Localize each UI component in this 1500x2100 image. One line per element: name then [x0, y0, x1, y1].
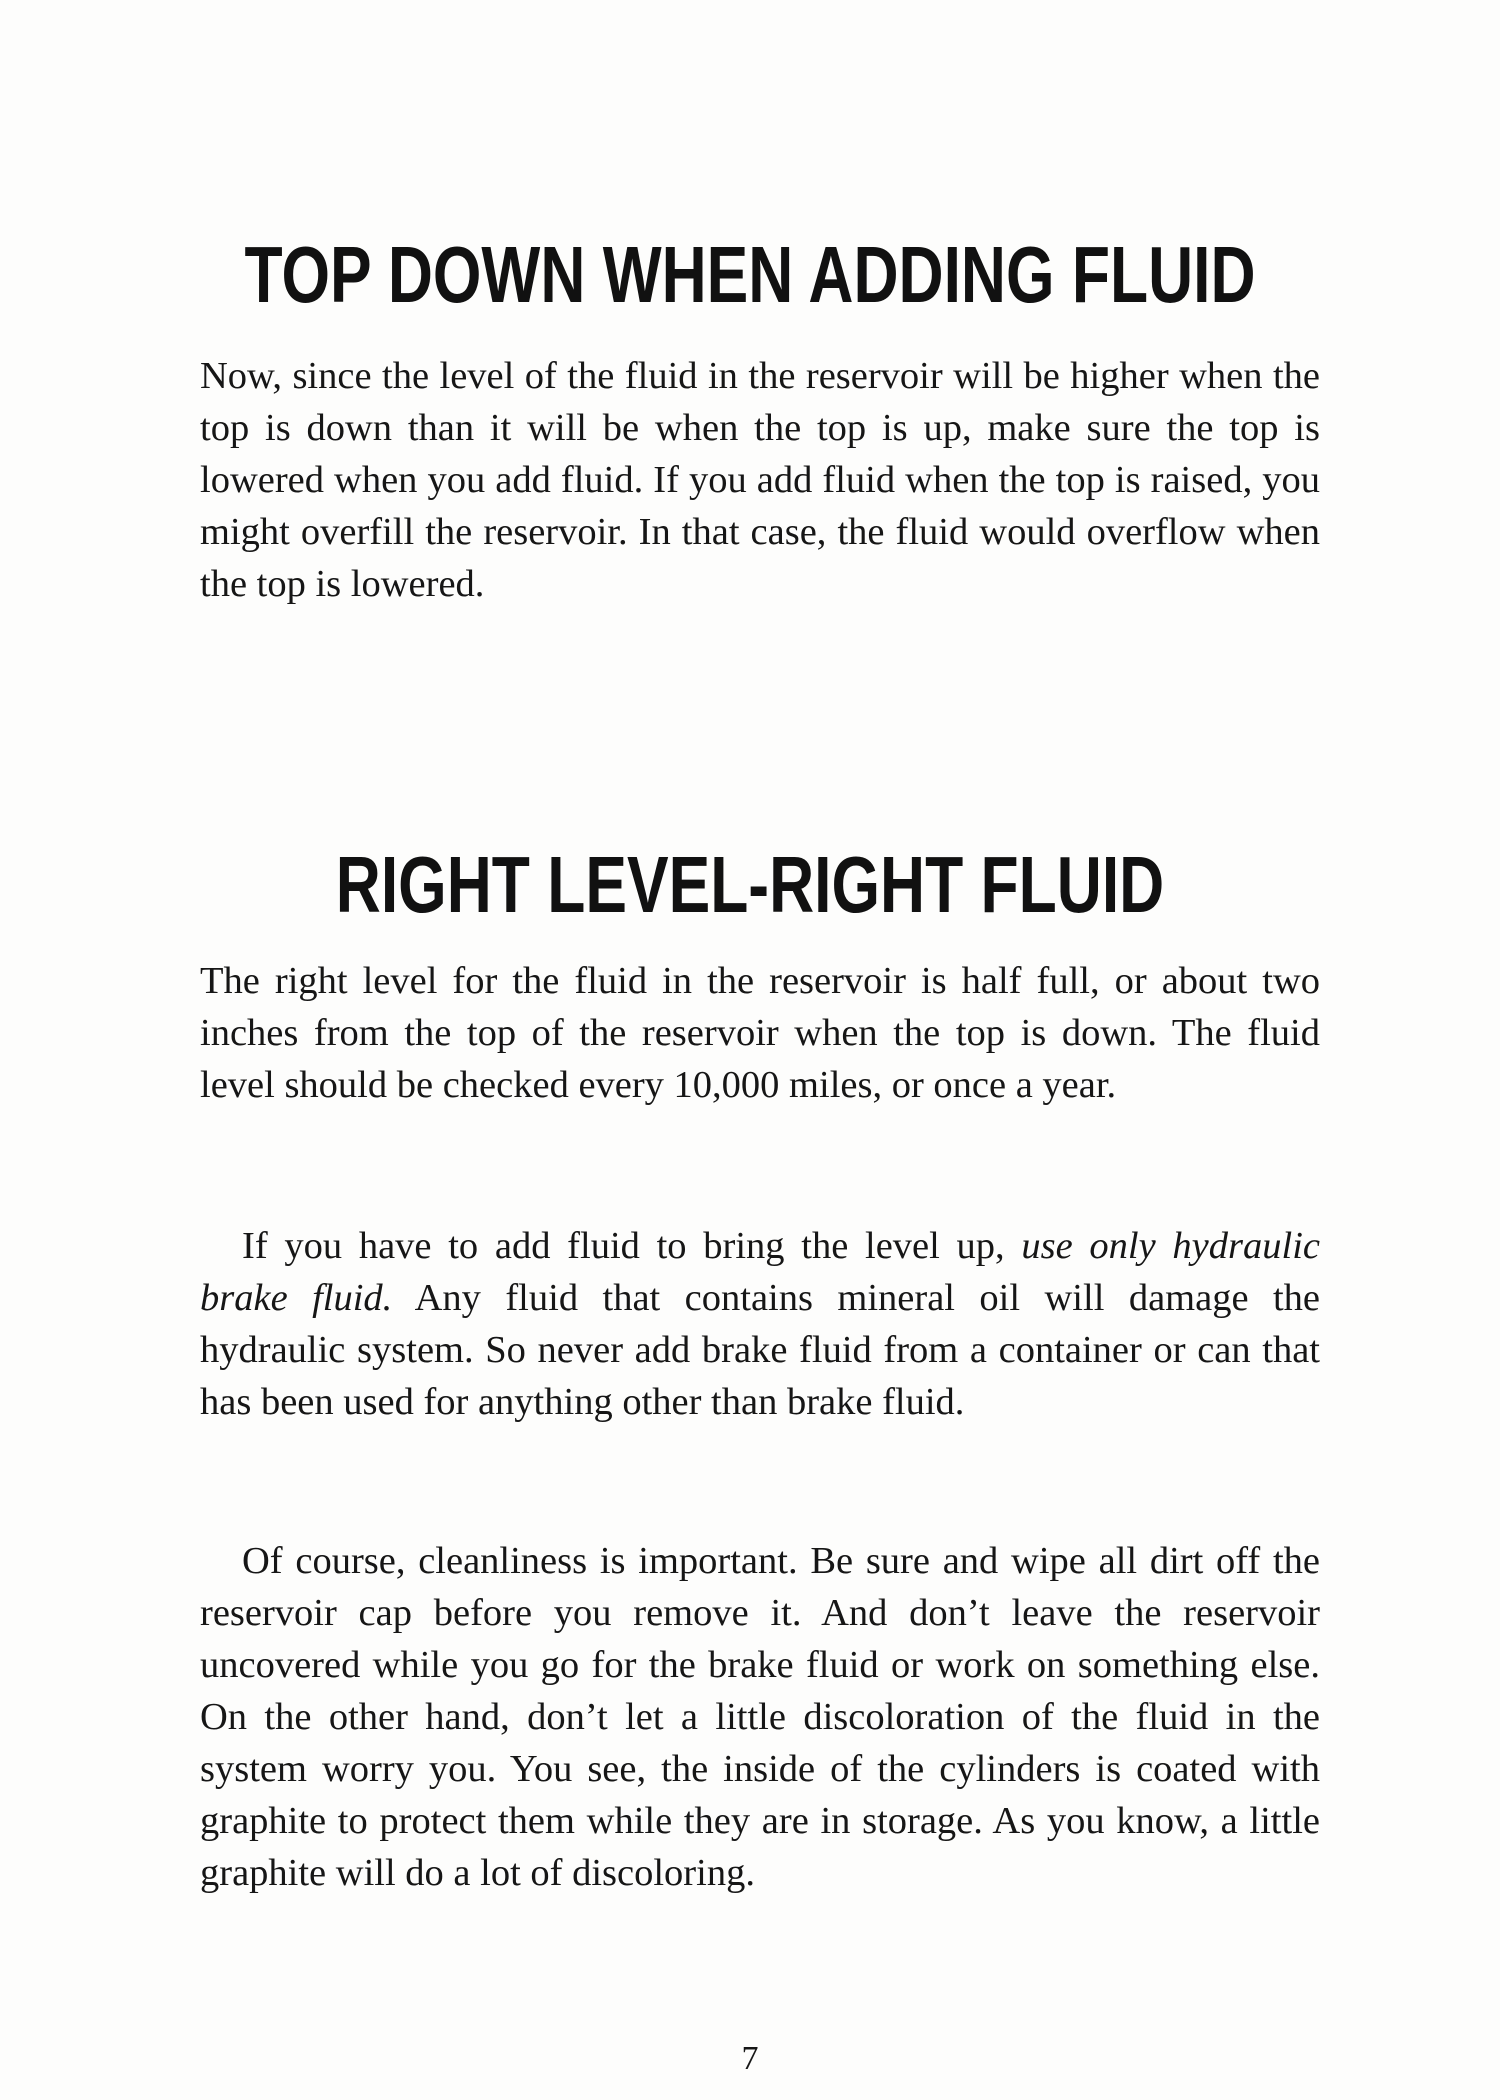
paragraph-add-fluid-start: If you have to add fluid to bring the level up,	[242, 1225, 1022, 1267]
paragraph-add-fluid-emphasis: use only hydraulic brake fluid.	[200, 1225, 1320, 1319]
paragraph-right-level: The right level for the fluid in the reservoir is half full, or about two inches from the top of the reservoir when the top is down. The fluid level should be checked every 10,000 miles, or once a year.	[200, 960, 1320, 1106]
section-heading-right-level: RIGHT LEVEL-RIGHT FLUID	[335, 840, 1165, 929]
paragraph-top-down: Now, since the level of the fluid in the reservoir will be higher when the top is down than it will be when the top is up, make sure the top is lowered when you add fluid. If you add fluid when the top is raised, you might overfill the reservoir. In that case, the fluid would overflow when the top is lowered.	[200, 355, 1320, 605]
paragraph-add-fluid	[200, 1220, 1320, 1428]
page-number: 7	[741, 2040, 759, 2077]
section-heading-top-down: TOP DOWN WHEN ADDING FLUID	[244, 230, 1256, 319]
paragraph-cleanliness: Of course, cleanliness is important. Be sure and wipe all dirt off the reservoir cap before you remove it. And don’t leave the reservoir uncovered while you go for the brake fluid or work on something else. On the other hand, don’t let a little discoloration of the fluid in the system worry you. You see, the inside of the cylinders is coated with graphite to protect them while they are in storage. As you know, a little graphite will do a lot of discoloring.	[200, 1540, 1320, 1894]
paragraph-add-fluid-end: Any fluid that contains mineral oil will damage the hydraulic system. So never add brake fluid from a container or can that has been used for anything other than brake fluid.	[200, 1277, 1321, 1423]
